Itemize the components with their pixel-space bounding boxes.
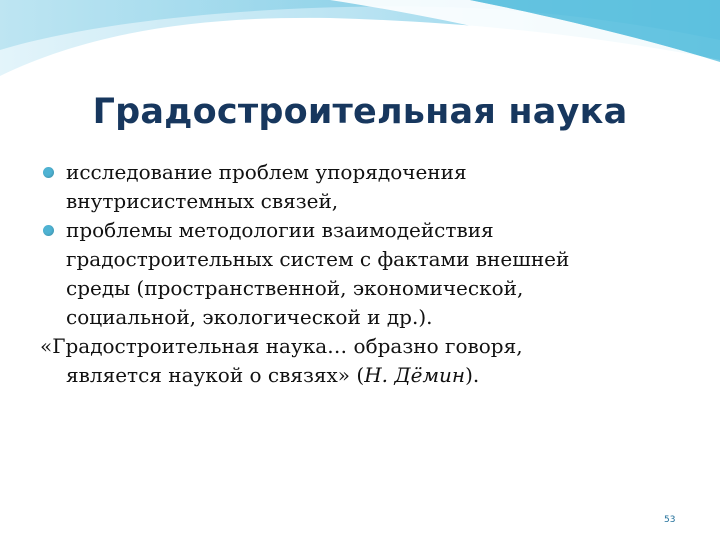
- bullet-item-2: [40, 216, 690, 332]
- bullet-dot-icon: [43, 225, 54, 236]
- quote-line-2-end: ).: [465, 363, 480, 387]
- quote-line-1: «Градостроительная наука… образно говоря,: [40, 334, 523, 358]
- bullet-dot-icon: [43, 167, 54, 178]
- page-number: 53: [664, 515, 676, 525]
- bullet-2-line-1: проблемы методологии взаимодействия: [66, 218, 494, 242]
- quote-line-2: [66, 361, 690, 390]
- bullet-2-line-4: социальной, экологической и др.).: [66, 305, 433, 329]
- bullet-1-line-1: исследование проблем упорядочения: [66, 160, 467, 184]
- quote-line-2-text: является наукой о связях» (: [66, 363, 365, 387]
- bullet-2-line-2: градостроительных систем с фактами внешней: [66, 247, 570, 271]
- bullet-item-1: [40, 158, 690, 216]
- slide-body: [40, 158, 690, 390]
- quote-author: Н. Дёмин: [364, 363, 466, 387]
- slide-title: Градостроительная наука: [92, 92, 628, 132]
- bullet-2-line-3: среды (пространственной, экономической,: [66, 276, 524, 300]
- bullet-1-line-2: внутрисистемных связей,: [66, 189, 339, 213]
- quote-paragraph: [40, 332, 690, 390]
